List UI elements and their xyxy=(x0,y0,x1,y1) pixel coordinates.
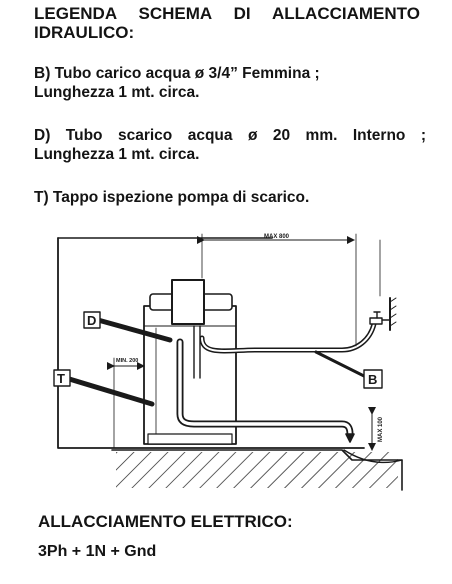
floor-hatch xyxy=(116,452,398,488)
legend-item-d-word: Tubo xyxy=(65,127,103,144)
legend-item-t-line: T) Tappo ispezione pompa di scarico. xyxy=(34,189,310,206)
valve-housing xyxy=(172,280,204,324)
legend-item-d xyxy=(34,126,426,164)
label-d: D xyxy=(87,313,97,328)
legend-item-d-word: scarico xyxy=(117,127,173,144)
legend-item-d-word: ø xyxy=(247,127,258,144)
label-b: B xyxy=(368,372,378,387)
legend-item-t xyxy=(34,188,426,207)
legend-title xyxy=(34,4,420,42)
leader-t xyxy=(66,378,152,404)
electrical-spec: 3Ph + 1N + Gnd xyxy=(38,543,157,560)
appliance-base xyxy=(148,434,232,444)
legend-item-d-word: ; xyxy=(420,127,426,144)
dim-max100-label: MAX 100 xyxy=(378,416,384,442)
legend-item-b-line1: B) Tubo carico acqua ø 3/4” Femmina ; xyxy=(34,65,320,82)
drain-arrow xyxy=(346,434,354,442)
dim-max800-label: MAX 800 xyxy=(264,234,290,240)
legend-item-d-word: Interno xyxy=(352,127,406,144)
legend-item-d-word: acqua xyxy=(187,127,233,144)
legend-item-d-word: mm. xyxy=(305,127,338,144)
legend-title-word: ALLACCIAMENTO xyxy=(272,4,420,23)
legend-title-word: LEGENDA xyxy=(34,4,118,23)
electrical-title: ALLACCIAMENTO ELETTRICO: xyxy=(38,512,293,531)
legend-item-b-line2: Lunghezza 1 mt. circa. xyxy=(34,84,200,101)
leader-b xyxy=(316,352,368,378)
hydraulic-connection-diagram xyxy=(52,228,412,494)
legend-title-word: SCHEMA xyxy=(138,4,213,23)
legend-title-line2: IDRAULICO: xyxy=(34,23,135,42)
dim-min200-label: MIN. 200 xyxy=(116,358,139,364)
legend-item-d-word: D) xyxy=(34,127,51,144)
label-t: T xyxy=(57,371,65,386)
legend-title-word: DI xyxy=(233,4,251,23)
legend-item-d-line2: Lunghezza 1 mt. circa. xyxy=(34,146,200,163)
legend-item-b xyxy=(34,64,426,102)
legend-item-d-word: 20 xyxy=(272,127,291,144)
